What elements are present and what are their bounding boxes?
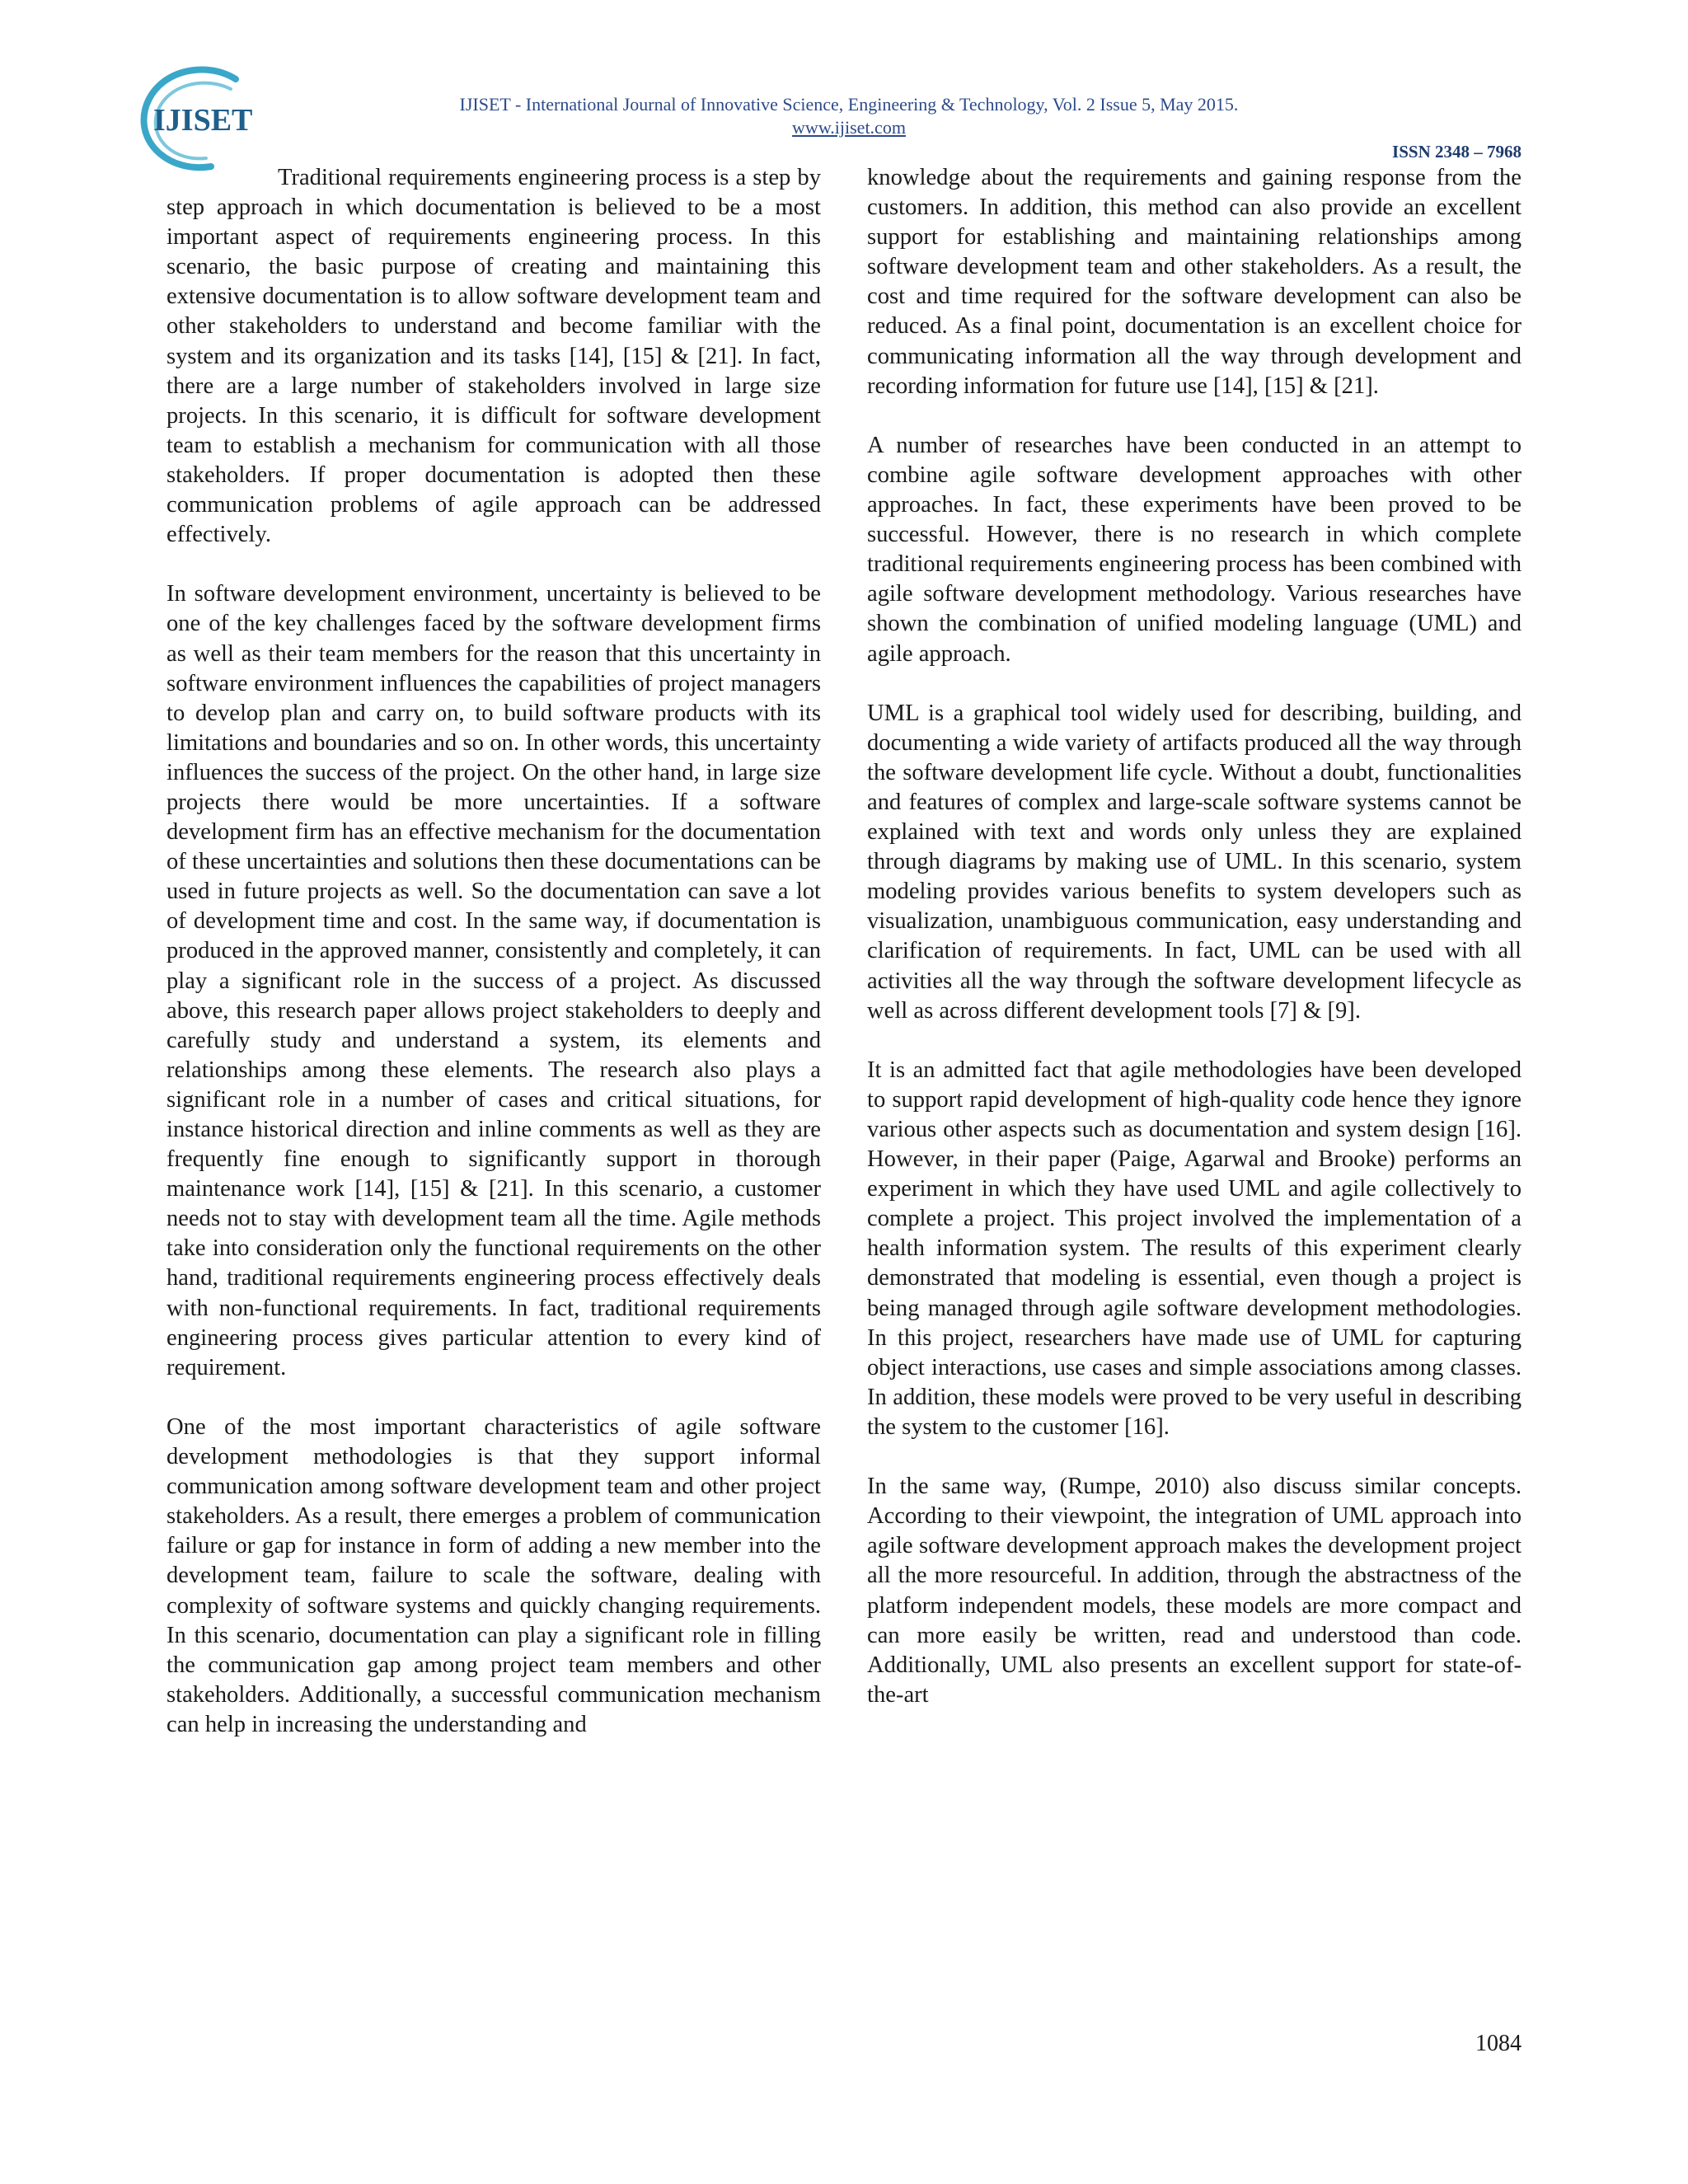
journal-title: IJISET - International Journal of Innovative Science, Engineering & Technology, Vol. 2 Issue 5, May 2015. [459, 94, 1239, 115]
paragraph: A number of researches have been conducted in an attempt to combine agile software development approaches with other approaches. In fact, these experiments have been proved to be successful. However, there is no research in which complete traditional requirements engineering process has been combined with agile software development methodology. Various researches have shown the combination of unified modeling language (UML) and agile approach. [867, 432, 1522, 667]
issn-label: ISSN 2348 – 7968 [1392, 142, 1522, 162]
paragraph: One of the most important characteristics of agile software development methodologies is that they support informal communication among software development team and other project stakeholders. As a result, there emerges a problem of communication failure or gap for instance in form of adding a new member into the development team, failure to scale the software, dealing with complexity of software systems and quickly changing requirements. In this scenario, documentation can play a significant role in filling the communication gap among project team members and other stakeholders. Additionally, a successful communication mechanism can help in increasing the understanding and [166, 1413, 821, 1737]
journal-logo [138, 64, 262, 180]
paragraph: knowledge about the requirements and gaining response from the customers. In addition, this method can also provide an excellent support for establishing and maintaining relationships among software development team and other stakeholders. As a result, the cost and time required for the software development can also be reduced. As a final point, documentation is an excellent choice for communicating information all the way through development and recording information for future use [14], [15] & [21]. [867, 165, 1522, 399]
journal-website-link[interactable]: www.ijiset.com [792, 117, 906, 138]
left-column [166, 163, 821, 1740]
paragraph: UML is a graphical tool widely used for describing, building, and documenting a wide variety of artifacts produced all the way through the software development life cycle. Without a doubt, functionalities and features of complex and large-scale software systems cannot be explained with text and words only unless they are explained through diagrams by making use of UML. In this scenario, system modeling provides various benefits to system developers such as visualization, unambiguous communication, easy understanding and clarification of requirements. In fact, UML can be used with all activities all the way through the software development lifecycle as well as across different development tools [7] & [9]. [867, 700, 1522, 1024]
logo-swirl-icon [138, 64, 262, 180]
paragraph: Traditional requirements engineering process is a step by step approach in which documentation is believed to be a most important aspect of requirements engineering process. In this scenario, the basic purpose of creating and maintaining this extensive documentation is to allow software development team and other stakeholders to understand and become familiar with the system and its organization and its tasks [14], [15] & [21]. In fact, there are a large number of stakeholders involved in large size projects. In this scenario, it is difficult for software development team to establish a mechanism for communication with all those stakeholders. If proper documentation is adopted then these communication problems of agile approach can be addressed effectively. [166, 165, 821, 548]
page-number: 1084 [1475, 2031, 1522, 2056]
paragraph: In the same way, (Rumpe, 2010) also discuss similar concepts. According to their viewpoint, the integration of UML approach into agile software development approach makes the development project all the more resourceful. In addition, through the abstractness of the platform independent models, these models are more compact and can more easily be written, read and understood than code. Additionally, UML also presents an excellent support for state-of-the-art [867, 1474, 1522, 1708]
logo-text: IJISET [153, 103, 253, 138]
paragraph: In software development environment, uncertainty is believed to be one of the key challenges faced by the software development firms as well as their team members for the reason that this uncertainty in software environment influences the capabilities of project managers to develop plan and carry on, to build software products with its limitations and boundaries and so on. In other words, this uncertainty influences the success of the project. On the other hand, in large size projects there would be more uncertainties. If a software development firm has an effective mechanism for the documentation of these uncertainties and solutions then these documentations can be used in future projects as well. So the documentation can save a lot of development time and cost. In the same way, if documentation is produced in the approved manner, consistently and completely, it can play a significant role in the success of a project. As discussed above, this research paper allows project stakeholders to deeply and carefully study and understand a system, its elements and relationships among these elements. The research also plays a significant role in a number of cases and critical situations, for instance historical direction and inline comments as well as they are frequently fine enough to significantly support in thorough maintenance work [14], [15] & [21]. In this scenario, a customer needs not to stay with development team all the time. Agile methods take into consideration only the functional requirements on the other hand, traditional requirements engineering process effectively deals with non-functional requirements. In fact, traditional requirements engineering process gives particular attention to every kind of requirement. [166, 581, 821, 1380]
paragraph: It is an admitted fact that agile methodologies have been developed to support rapid development of high-quality code hence they ignore various other aspects such as documentation and system design [16]. However, in their paper (Paige, Agarwal and Brooke) performs an experiment in which they have used UML and agile collectively to complete a project. This project involved the implementation of a health information system. The results of this experiment clearly demonstrated that modeling is essential, even though a project is being managed through agile software development methodologies. In this project, researchers have made use of UML for capturing object interactions, use cases and simple associations among classes. In addition, these models were proved to be very useful in describing the system to the customer [16]. [867, 1057, 1522, 1440]
right-column [867, 163, 1522, 1710]
